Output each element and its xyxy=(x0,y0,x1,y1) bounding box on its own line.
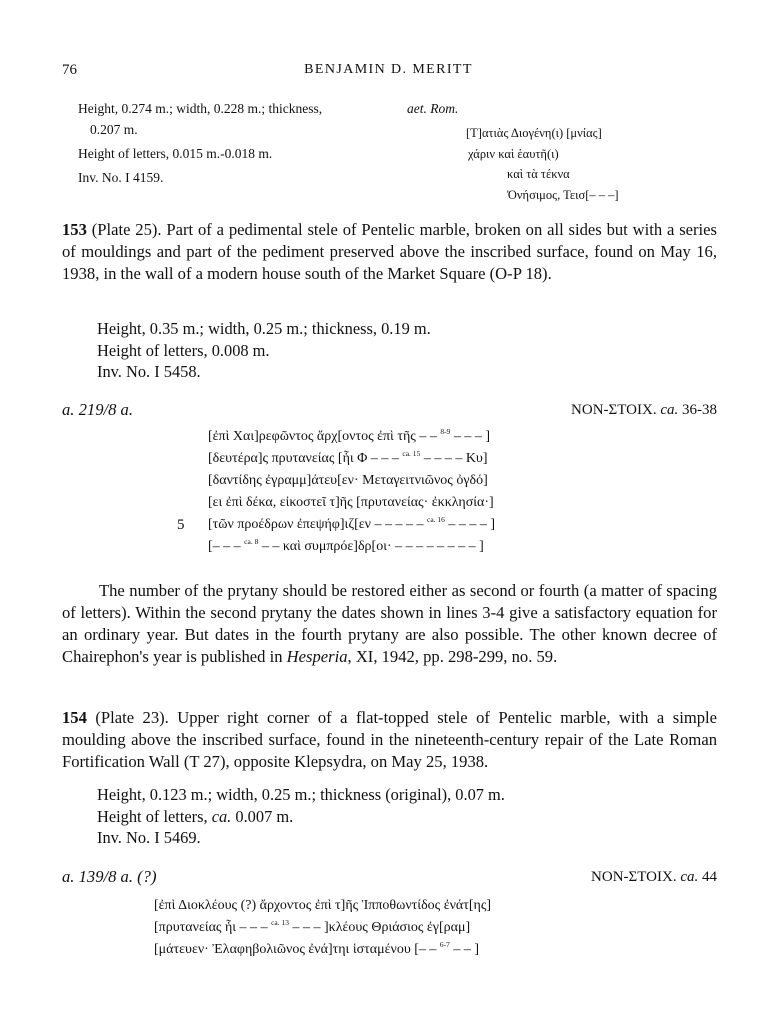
inscription-line: [ἐπὶ Χαι]ρεφῶντος ἄρχ[οντος ἐπὶ τῆς – – $^{8-9}$ – – – ] xyxy=(208,427,490,444)
inscription-line: [ἐπὶ Διοκλέους (?) ἄρχοντος ἐπὶ τ]ῆς Ἱπποθωντίδος ἐνάτ[ης] xyxy=(154,898,492,913)
inscription-line: [– – – $^{ca. 8}$ – – καὶ συμπρόε]δρ[οι· – – – – – – – – ] xyxy=(208,537,484,554)
journal-title: Hesperia xyxy=(286,647,348,666)
meas-line: Inv. No. I 4159. xyxy=(78,170,164,185)
meas-line: Height, 0.274 m.; width, 0.228 m.; thickness, xyxy=(78,101,323,116)
meas-line: Height of letters, 0.015 m.-0.018 m. xyxy=(78,146,273,161)
inscription-line: 5 [τῶν προέδρων ἐπεψήφ]ιζ[εν – – – – – $^{ca. 16}$ – – – – ] xyxy=(177,515,496,533)
entry153-date: a. 219/8 a. xyxy=(62,400,133,419)
entry152-date: aet. Rom. xyxy=(407,101,459,116)
entry-number: 153 xyxy=(62,220,87,239)
entry153-commentary: The number of the prytany should be restored either as second or fourth (a matter of spacing of letters). Within the second prytany the dates shown in lines 3-4 give a satisfactory equation for an ordinary year. But dates in the fourth prytany are also possible. The other known decree of Chairephon's year is published in Hesperia, XI, 1942, pp. 298-299, no. 59. xyxy=(62,581,717,666)
entry154-description xyxy=(62,707,717,773)
inscription-line: [δευτέρα]ς πρυτανείας [ἧι Φ – – – $^{ca. 15}$ – – – – Κυ] xyxy=(208,449,488,466)
stoich-ca: ca. xyxy=(660,402,679,418)
stoich-label: NON-ΣΤΟΙΧ. xyxy=(591,869,677,885)
entry153-stoich xyxy=(571,399,717,421)
meas-line: Height of letters, 0.008 m. xyxy=(97,340,270,360)
entry154-stoich xyxy=(591,866,717,888)
entry154-measurements xyxy=(97,784,505,849)
inscription-line: [Τ]ατιὰς Διογένη(ι) [μνίας] xyxy=(466,126,602,140)
meas-line: Height, 0.123 m.; width, 0.25 m.; thickness (original), 0.07 m. xyxy=(97,785,505,804)
inscription-line: χάριν καὶ ἑαυτῆ(ι) xyxy=(468,146,559,161)
meas-line: Height, 0.35 m.; width, 0.25 m.; thickness, 0.19 m. xyxy=(97,319,431,338)
stoich-label: NON-ΣΤΟΙΧ. xyxy=(571,402,657,418)
entry152-inscription xyxy=(466,123,619,205)
inscription-line: [δαντίδης ἐγραμμ]άτευ[εν· Μεταγειτνιῶνος ὀγδό] xyxy=(208,473,488,488)
stoich-ca: ca. xyxy=(680,869,699,885)
inscription-line: Ὀνήσιμος, Τεισ[– – –] xyxy=(507,187,619,202)
stoich-range: 36-38 xyxy=(682,402,717,418)
meas-line: Inv. No. I 5458. xyxy=(97,362,201,381)
meas-line: Height of letters, ca. 0.007 m. xyxy=(97,806,294,826)
running-head: BENJAMIN D. MERITT xyxy=(304,62,473,77)
entry152-measurements xyxy=(78,98,322,188)
entry-description-text: (Plate 25). Part of a pedimental stele of Pentelic marble, broken on all sides but with a series of mouldings and part of the pediment preserved above the inscribed surface, found on May 16, 1938, in the wall of a modern house south of the Market Square (O-P 18). xyxy=(62,220,717,283)
stoich-range: 44 xyxy=(702,869,717,885)
inscription-line: καὶ τὰ τέκνα xyxy=(507,167,570,181)
entry-number: 154 xyxy=(62,708,87,727)
inscription-line: [ει ἐπὶ δέκα, εἰκοστεῖ τ]ῆς [πρυτανείας· ἐκκλησία·] xyxy=(208,495,494,510)
entry154-date: a. 139/8 a. (?) xyxy=(62,867,157,886)
line-number: 5 xyxy=(177,517,185,533)
page-number: 76 xyxy=(62,62,77,78)
inscription-line: [μάτευεν· Ἐλαφηβολιῶνος ἐνά]τηι ἱσταμένου [– – $^{6-7}$ – – ] xyxy=(154,940,480,957)
entry-description-text: (Plate 23). Upper right corner of a flat-topped stele of Pentelic marble, with a simple moulding above the inscribed surface, found in the nineteenth-century repair of the Late Roman Fortification Wall (T 27), opposite Klepsydra, on May 25, 1938. xyxy=(62,708,717,771)
meas-line: 0.207 m. xyxy=(90,122,138,137)
inscription-line: [πρυτανείας ἧι – – – $^{ca. 13}$ – – – ]κλέους Θριάσιος ἐγ[ραμ] xyxy=(154,918,471,935)
entry154-inscription xyxy=(0,896,777,962)
entry153-measurements xyxy=(97,318,431,383)
meas-line: Inv. No. I 5469. xyxy=(97,828,201,847)
entry153-description xyxy=(62,219,717,285)
entry153-inscription xyxy=(0,427,777,559)
